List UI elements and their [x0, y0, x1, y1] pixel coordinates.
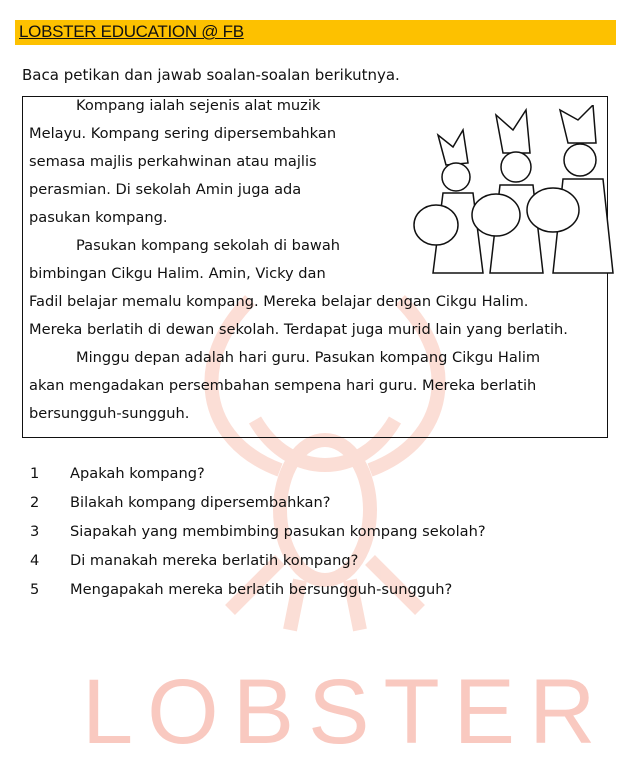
- question-2: [30, 494, 330, 511]
- passage-line: akan mengadakan persembahan sempena hari guru. Mereka berlatih: [29, 377, 537, 394]
- question-number: 4: [30, 552, 40, 569]
- question-4: [30, 552, 358, 569]
- passage-line: Melayu. Kompang sering dipersembahkan: [29, 125, 337, 142]
- question-text: Di manakah mereka berlatih kompang?: [70, 552, 359, 569]
- passage-line: Minggu depan adalah hari guru. Pasukan kompang Cikgu Halim: [76, 349, 541, 366]
- passage-line: bimbingan Cikgu Halim. Amin, Vicky dan: [29, 265, 326, 282]
- passage-line: Fadil belajar memalu kompang. Mereka belajar dengan Cikgu Halim.: [29, 293, 529, 310]
- passage-line: Pasukan kompang sekolah di bawah: [76, 237, 341, 254]
- question-5: [30, 581, 452, 598]
- header-title[interactable]: LOBSTER EDUCATION @ FB: [19, 22, 244, 41]
- passage-line: Mereka berlatih di dewan sekolah. Terdapat juga murid lain yang berlatih.: [29, 321, 568, 338]
- watermark-text: LOBSTER: [82, 661, 610, 763]
- question-number: 1: [30, 465, 40, 482]
- passage-line: Kompang ialah sejenis alat muzik: [76, 97, 321, 114]
- question-number: 5: [30, 581, 40, 598]
- instruction: Baca petikan dan jawab soalan-soalan berikutnya.: [22, 66, 400, 84]
- question-text: Bilakah kompang dipersembahkan?: [70, 494, 331, 511]
- passage-line: perasmian. Di sekolah Amin juga ada: [29, 181, 302, 198]
- question-number: 3: [30, 523, 40, 540]
- question-3: [30, 523, 486, 540]
- question-text: Apakah kompang?: [70, 465, 205, 482]
- passage-line: pasukan kompang.: [29, 209, 168, 226]
- passage-line: semasa majlis perkahwinan atau majlis: [29, 153, 317, 170]
- passage-line: bersungguh-sungguh.: [29, 405, 190, 422]
- header-banner: [15, 20, 616, 45]
- kompang-players-illustration-icon: [408, 105, 628, 275]
- passage-box: [22, 96, 608, 438]
- question-text: Mengapakah mereka berlatih bersungguh-sungguh?: [70, 581, 453, 598]
- question-text: Siapakah yang membimbing pasukan kompang sekolah?: [70, 523, 486, 540]
- question-1: [30, 465, 205, 482]
- question-number: 2: [30, 494, 40, 511]
